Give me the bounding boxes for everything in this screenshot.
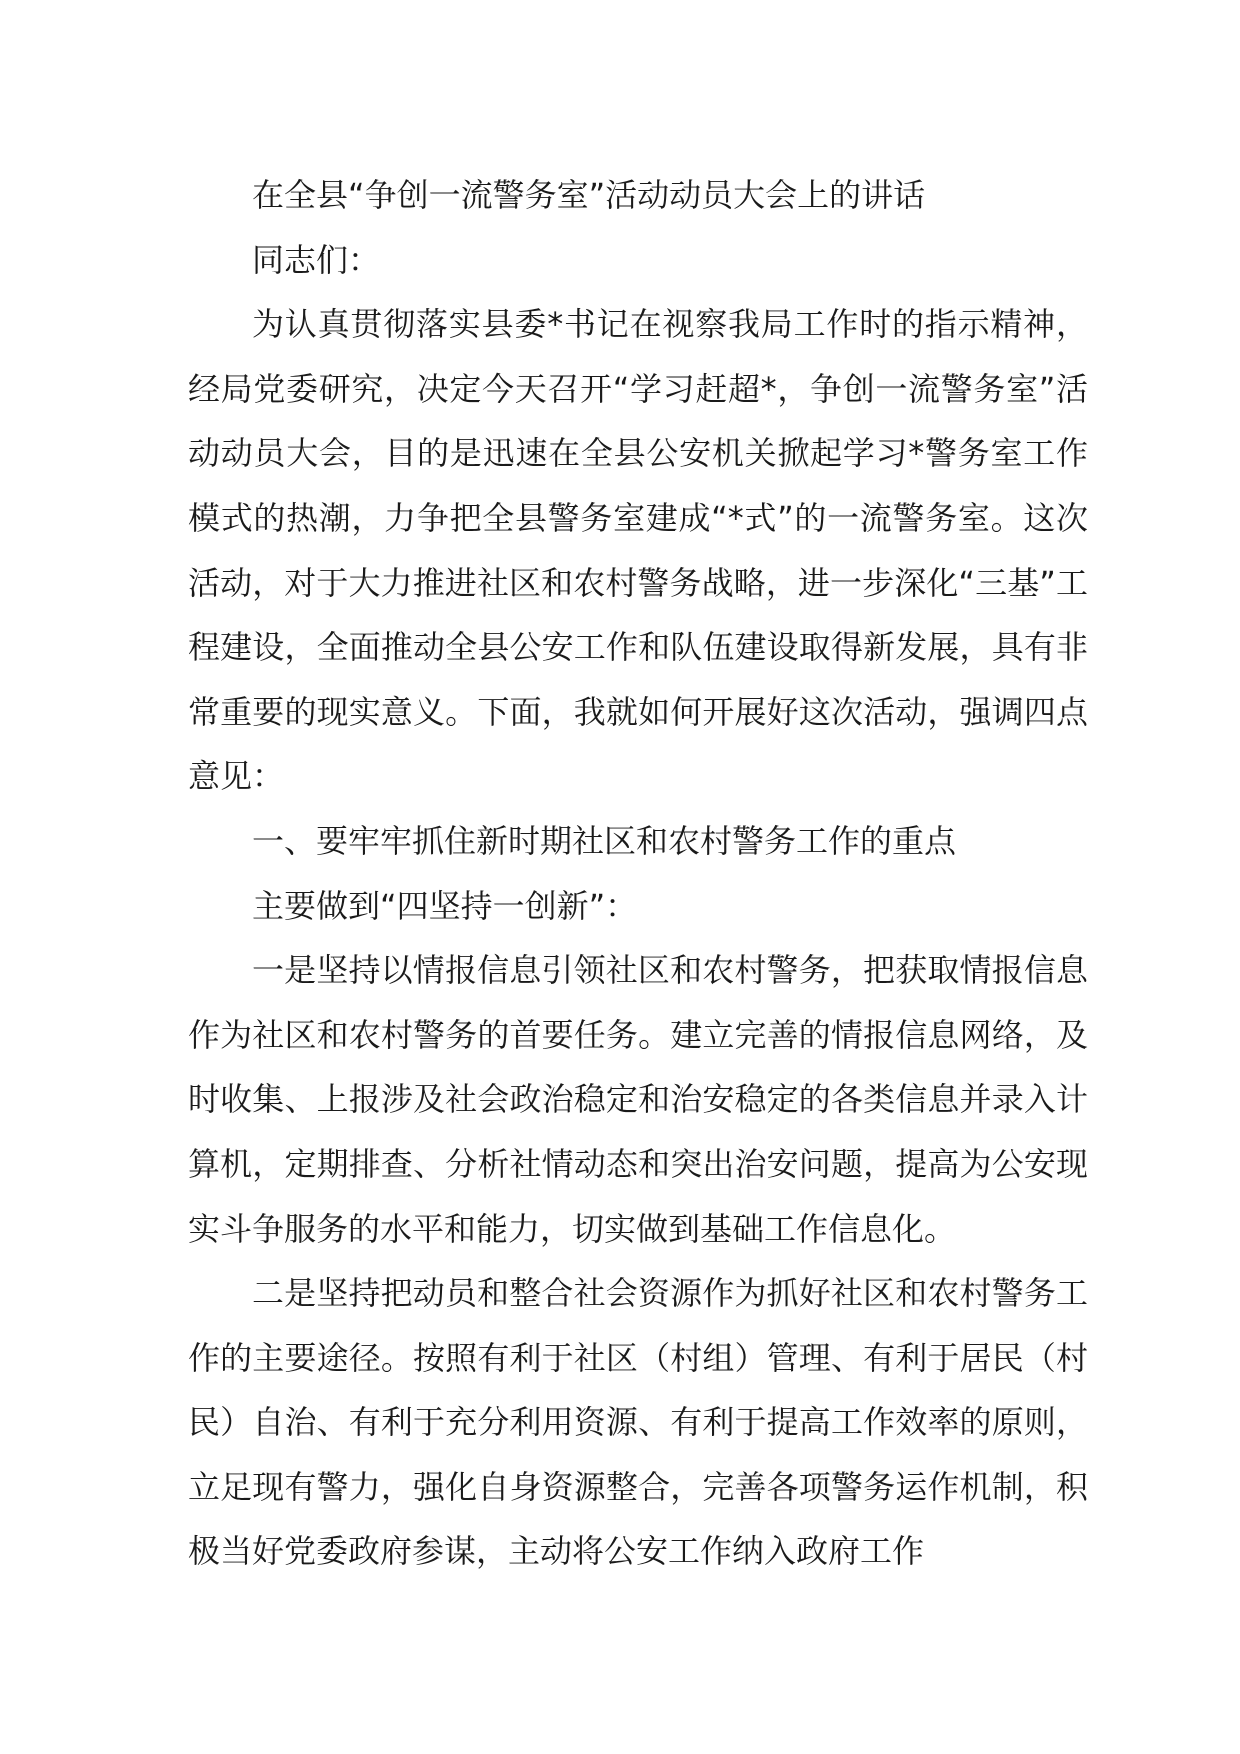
paragraph-point-2: 二是坚持把动员和整合社会资源作为抓好社区和农村警务工作的主要途径。按照有利于社区（村组）管理、有利于居民（村民）自治、有利于充分利用资源、有利于提高工作效率的原则，立足现有警力，强化自身资源整合，完善各项警务运作机制，积极当好党委政府参谋，主动将公安工作纳入政府工作	[188, 1274, 1088, 1571]
document-title: 在全县“争创一流警务室”活动动员大会上的讲话	[252, 176, 926, 214]
paragraph-summary: 主要做到“四坚持一创新”：	[252, 886, 638, 925]
document-body	[188, 163, 1088, 1584]
section-heading-1: 一、要牢牢抓住新时期社区和农村警务工作的重点	[252, 821, 957, 860]
salutation: 同志们：	[252, 240, 381, 279]
paragraph-point-1: 一是坚持以情报信息引领社区和农村警务，把获取情报信息作为社区和农村警务的首要任务。建立完善的情报信息网络，及时收集、上报涉及社会政治稳定和治安稳定的各类信息并录入计算机，定期排查、分析社情动态和突出治安问题，提高为公安现实斗争服务的水平和能力，切实做到基础工作信息化。	[188, 951, 1088, 1248]
paragraph-intro: 为认真贯彻落实县委*书记在视察我局工作时的指示精神，经局党委研究，决定今天召开“学习赶超*，争创一流警务室”活动动员大会，目的是迅速在全县公安机关掀起学习*警务室工作模式的热潮，力争把全县警务室建成“*式”的一流警务室。这次活动，对于大力推进社区和农村警务战略，进一步深化“三基”工程建设，全面推动全县公安工作和队伍建设取得新发展，具有非常重要的现实意义。下面，我就如何开展好这次活动，强调四点意见：	[188, 305, 1088, 796]
